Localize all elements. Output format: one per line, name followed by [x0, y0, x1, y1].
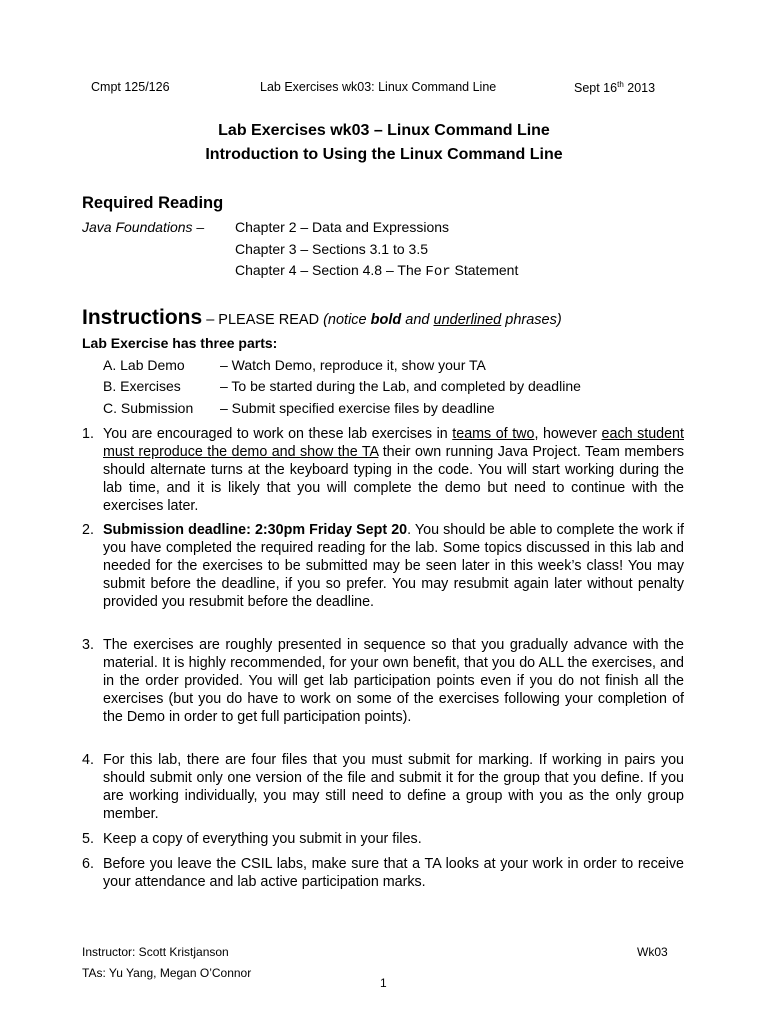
page-number: 1 — [380, 976, 387, 990]
header-lab-title: Lab Exercises wk03: Linux Command Line — [260, 80, 497, 94]
reading-row-ch4: Chapter 4 – Section 4.8 – The For Statement — [235, 262, 519, 280]
list-item: 5. Keep a copy of everything you submit in your files. — [82, 831, 422, 847]
reading-row-ch2: Java Foundations – Chapter 2 – Data and Expressions — [82, 219, 450, 235]
part-item: B. Exercises – To be started during the Lab, and completed by deadline — [103, 378, 581, 394]
footer-week: Wk03 — [637, 945, 668, 959]
header-date: Sept 16th 2013 — [574, 80, 656, 96]
part-item: A. Lab Demo – Watch Demo, reproduce it, show your TA — [103, 357, 486, 373]
parts-heading: Lab Exercise has three parts: — [82, 335, 278, 351]
code-for: For — [425, 264, 451, 280]
list-item: 3. The exercises are roughly presented in sequence so that you gradually advance with the material. It is highly recommended, for your own benefit, that you do ALL the exercises, and in the order provided. You will get lab participation points even if you do not finish all the exercises (but you do have to work on some of the exercises following your completion of the Demo in order to get full participation points). — [82, 637, 684, 725]
page-title: Lab Exercises wk03 – Linux Command Line — [218, 122, 550, 139]
instructions-heading: Instructions – PLEASE READ (notice bold and underlined phrases) — [82, 306, 562, 329]
reading-row-ch3: Chapter 3 – Sections 3.1 to 3.5 — [235, 241, 429, 257]
footer-tas: TAs: Yu Yang, Megan O’Connor — [82, 966, 252, 980]
header-course: Cmpt 125/126 — [91, 80, 170, 94]
book-title: Java Foundations – — [82, 219, 205, 235]
page-subtitle: Introduction to Using the Linux Command Line — [205, 146, 563, 163]
list-item: 4. For this lab, there are four files that you must submit for marking. If working in pairs you should submit only one version of the file and submit it for the group that you define. If you are working individually, you may still need to define a group with you as the only group member. — [82, 752, 684, 822]
list-item: 2. Submission deadline: 2:30pm Friday Sept 20. You should be able to complete the work if you have completed the required reading for the lab. Some topics discussed in this lab and needed for the exercises to be submitted may be seen later in this week’s class! You may submit before the deadline, if you so prefer. You may resubmit again later without penalty provided you resubmit before the deadline. — [82, 522, 684, 610]
list-item: 6. Before you leave the CSIL labs, make sure that a TA looks at your work in order to receive your attendance and lab active participation marks. — [82, 856, 684, 890]
list-item: 1. You are encouraged to work on these lab exercises in teams of two, however each student must reproduce the demo and show the TA their own running Java Project. Team members should alternate turns at the keyboard typing in the code. You will start working during the lab time, and it is likely that you will complete the demo but need to continue with the exercises later. — [82, 426, 684, 514]
part-item: C. Submission – Submit specified exercise files by deadline — [103, 400, 495, 416]
footer-instructor: Instructor: Scott Kristjanson — [82, 945, 229, 959]
required-reading-heading: Required Reading — [82, 194, 224, 212]
